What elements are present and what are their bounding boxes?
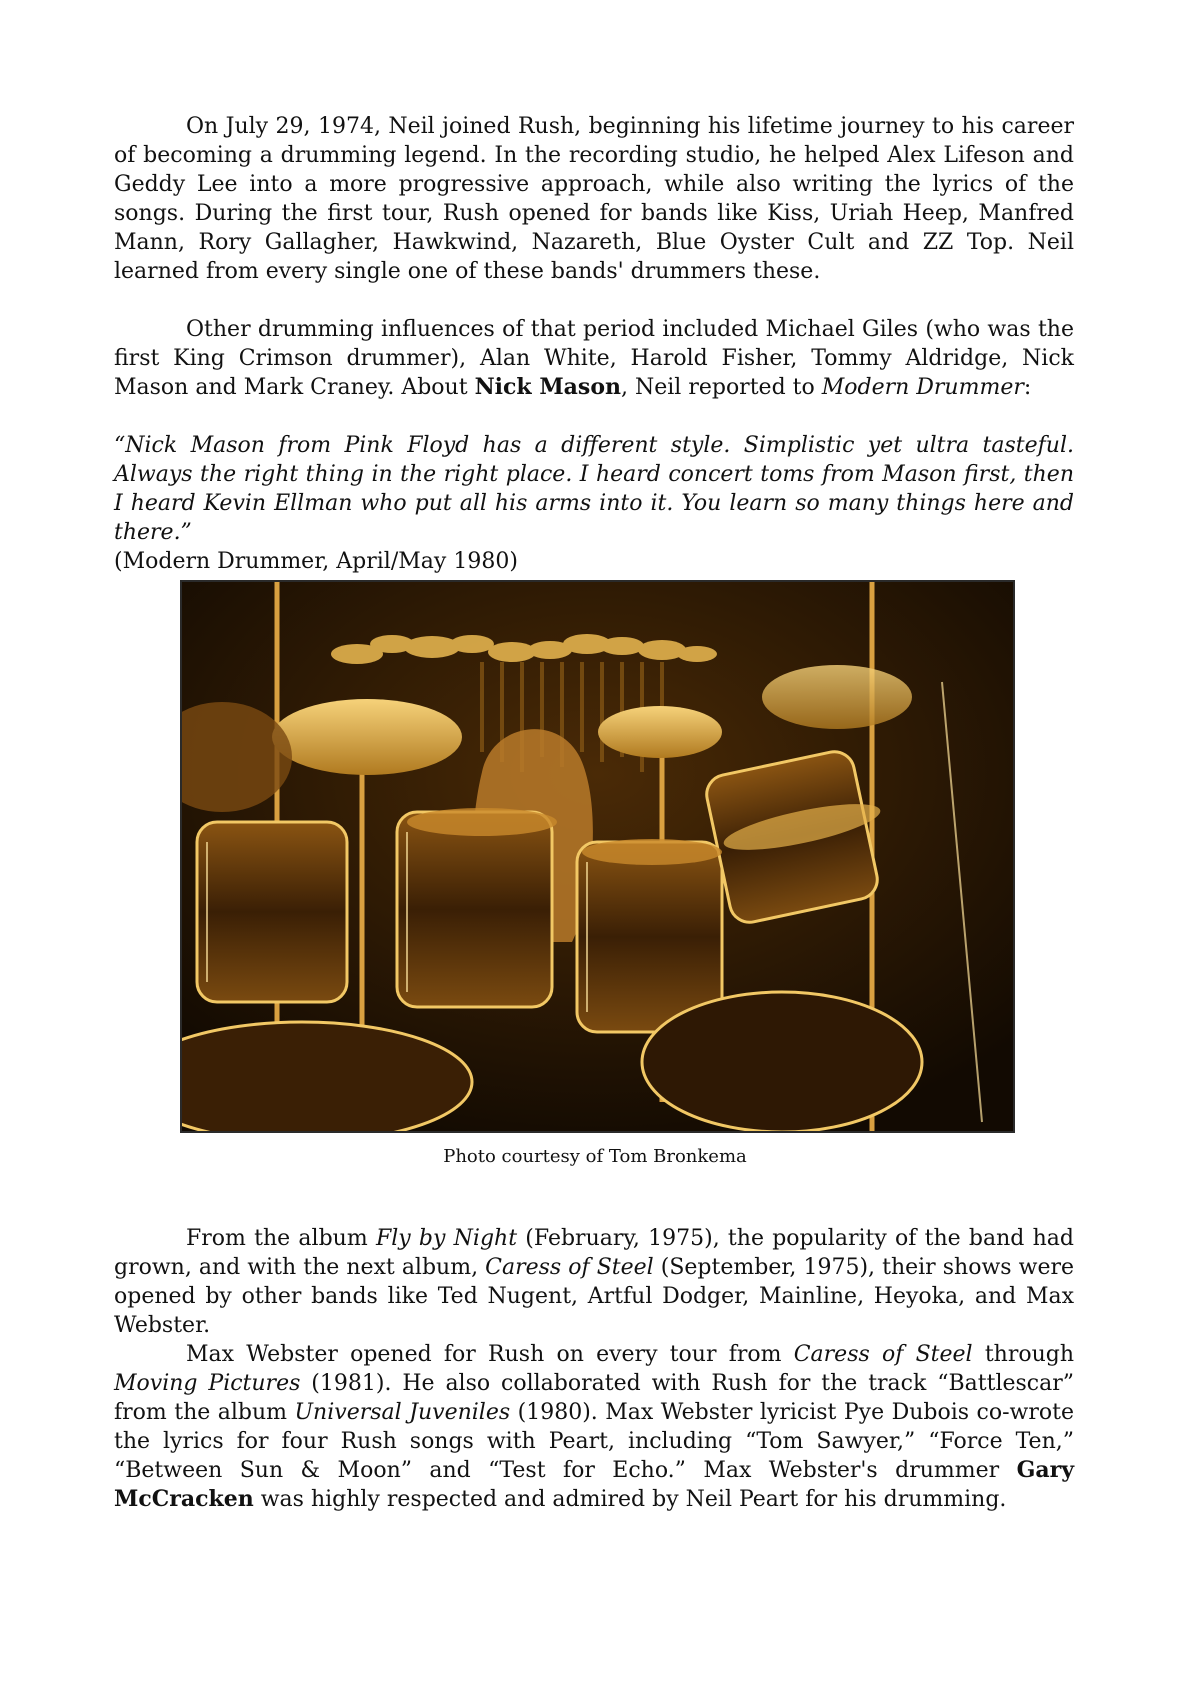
quote-nick-mason: “Nick Mason from Pink Floyd has a different style. Simplistic yet ultra tasteful. Always the right thing in the right place. I heard concert toms from Mason first, then I heard Kevin Ellman who put all his arms into it. You learn so many things here and there.” [114, 433, 1074, 545]
paragraph-max-webster: Max Webster opened for Rush on every tour from Caress of Steel through Moving Pictures (1981). He also collaborated with Rush for the track “Battlescar” from the album Universal Juveniles (1980). Max Webster lyricist Pye Dubois co-wrote the lyrics for four Rush songs with Peart, including “Tom Sawyer,” “Force Ten,” “Between Sun & Moon” and “Test for Echo.” Max Webster's drummer Gary McCracken was highly respected and admired by Neil Peart for his drumming. [114, 1342, 1075, 1512]
lower-text-block [114, 1224, 1074, 1514]
upper-text-block [114, 112, 1074, 576]
photo-caption: Photo courtesy of Tom Bronkema [443, 1146, 747, 1167]
paragraph-rush-join: On July 29, 1974, Neil joined Rush, beginning his lifetime journey to his career of becoming a drumming legend. In the recording studio, he helped Alex Lifeson and Geddy Lee into a more progressive approach, while also writing the lyrics of the songs. During the first tour, Rush opened for bands like Kiss, Uriah Heep, Manfred Mann, Rory Gallagher, Hawkwind, Nazareth, Blue Oyster Cult and ZZ Top. Neil learned from every single one of these bands' drummers these. [114, 114, 1074, 284]
paragraph-fly-by-night: From the album Fly by Night (February, 1975), the popularity of the band had grown, and with the next album, Caress of Steel (September, 1975), their shows were opened by other bands like Ted Nugent, Artful Dodger, Mainline, Heyoka, and Max Webster. [114, 1226, 1075, 1338]
drum-kit-illustration [182, 582, 1013, 1131]
quote-source: (Modern Drummer, April/May 1980) [114, 549, 518, 574]
bold-nick-mason: Nick Mason [474, 374, 621, 400]
paragraph-influences: Other drumming influences of that period included Michael Giles (who was the first King Crimson drummer), Alan White, Harold Fisher, Tommy Aldridge, Nick Mason and Mark Craney. About Nick Mason, Neil reported to Modern Drummer: [114, 317, 1074, 400]
drum-kit-photo [180, 580, 1015, 1133]
italic-modern-drummer: Modern Drummer [821, 375, 1024, 400]
crash-cymbal [598, 706, 722, 758]
ride-cymbal [272, 699, 462, 775]
bold-gary-mccracken: Gary McCracken [114, 1457, 1074, 1512]
